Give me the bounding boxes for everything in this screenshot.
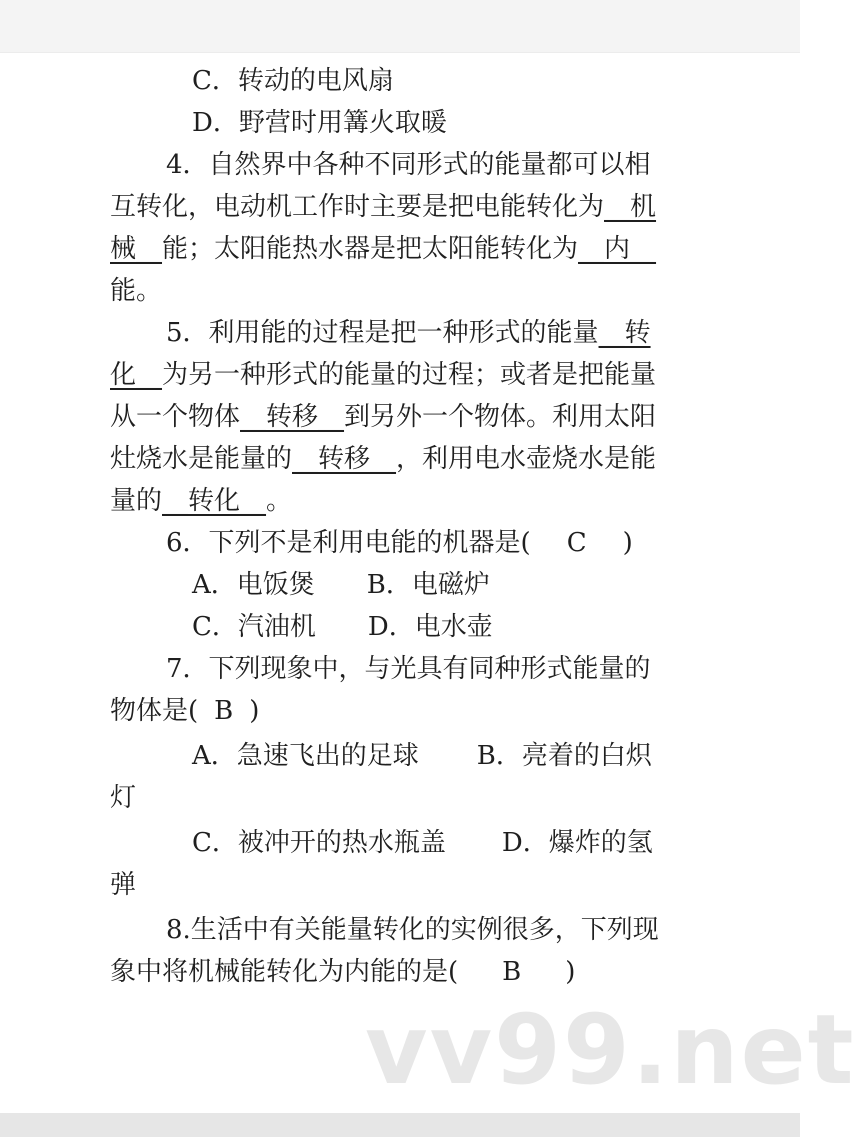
q6-option-a: A．电饭煲	[192, 570, 315, 600]
q3-option-c: C．转动的电风扇	[192, 66, 394, 96]
q6-options-ab	[110, 564, 680, 606]
q5-blank-2: __转移__	[240, 402, 345, 432]
q8-line-1: 8.生活中有关能量转化的实例很多，下列现	[166, 915, 659, 945]
top-toolbar	[0, 0, 800, 53]
q7-answer: B	[214, 696, 234, 726]
q6-stem: 6．下列不是利用电能的机器是( C )	[166, 528, 633, 558]
q7-line-2: 物体是( B )	[110, 696, 260, 726]
q4-blank-1-cont: 械__	[110, 234, 163, 264]
q6-options-cd	[110, 606, 680, 648]
q6-option-b: B．电磁炉	[366, 570, 490, 600]
q5-blank-1: __转	[598, 318, 651, 348]
q4-blank-1: __机	[604, 192, 657, 222]
q4-blank-2: __内__	[578, 234, 657, 264]
q7-option-b: B．亮着的白炽	[476, 741, 652, 771]
q5-blank-1-cont: 化__	[110, 360, 163, 390]
bottom-bar	[0, 1113, 800, 1137]
q7-option-a: A．急速飞出的足球	[192, 741, 419, 771]
q7-options-cd	[110, 822, 680, 864]
q7-option-c: C．被冲开的热水瓶盖	[192, 828, 446, 858]
q5-blank-4: __转化__	[162, 486, 267, 516]
q4-line-4: 能。	[110, 276, 163, 306]
q8-line-2: 象中将机械能转化为内能的是( B )	[110, 957, 576, 987]
q7-option-d-cont: 弹	[110, 870, 137, 900]
q4-line-3: 械__能；太阳能热水器是把太阳能转化为__内__	[110, 234, 657, 264]
q7-line-1: 7．下列现象中，与光具有同种形式能量的	[166, 654, 651, 684]
q7-option-b-cont: 灯	[110, 783, 137, 813]
q6-answer: C	[566, 528, 587, 558]
q4-line-2: 互转化，电动机工作时主要是把电能转化为__机	[110, 192, 657, 222]
q5-line-4: 灶烧水是能量的__转移__，利用电水壶烧水是能	[110, 444, 657, 474]
q8-answer: B	[502, 957, 522, 987]
q4-line-1: 4．自然界中各种不同形式的能量都可以相	[166, 150, 651, 180]
watermark: vv99.net	[365, 994, 856, 1106]
q5-blank-3: __转移__	[292, 444, 397, 474]
q5-line-3: 从一个物体__转移__到另外一个物体。利用太阳	[110, 402, 657, 432]
q3-option-d: D．野营时用篝火取暖	[192, 108, 447, 138]
q5-line-2: 化__为另一种形式的能量的过程；或者是把能量	[110, 360, 657, 390]
q5-line-5: 量的__转化__。	[110, 486, 293, 516]
q7-options-ab	[110, 735, 680, 777]
q6-option-c: C．汽油机	[192, 612, 316, 642]
q6-option-d: D．电水壶	[367, 612, 493, 642]
document-page	[110, 60, 680, 993]
q5-line-1: 5．利用能的过程是把一种形式的能量__转	[166, 318, 651, 348]
q7-option-d: D．爆炸的氢	[501, 828, 653, 858]
